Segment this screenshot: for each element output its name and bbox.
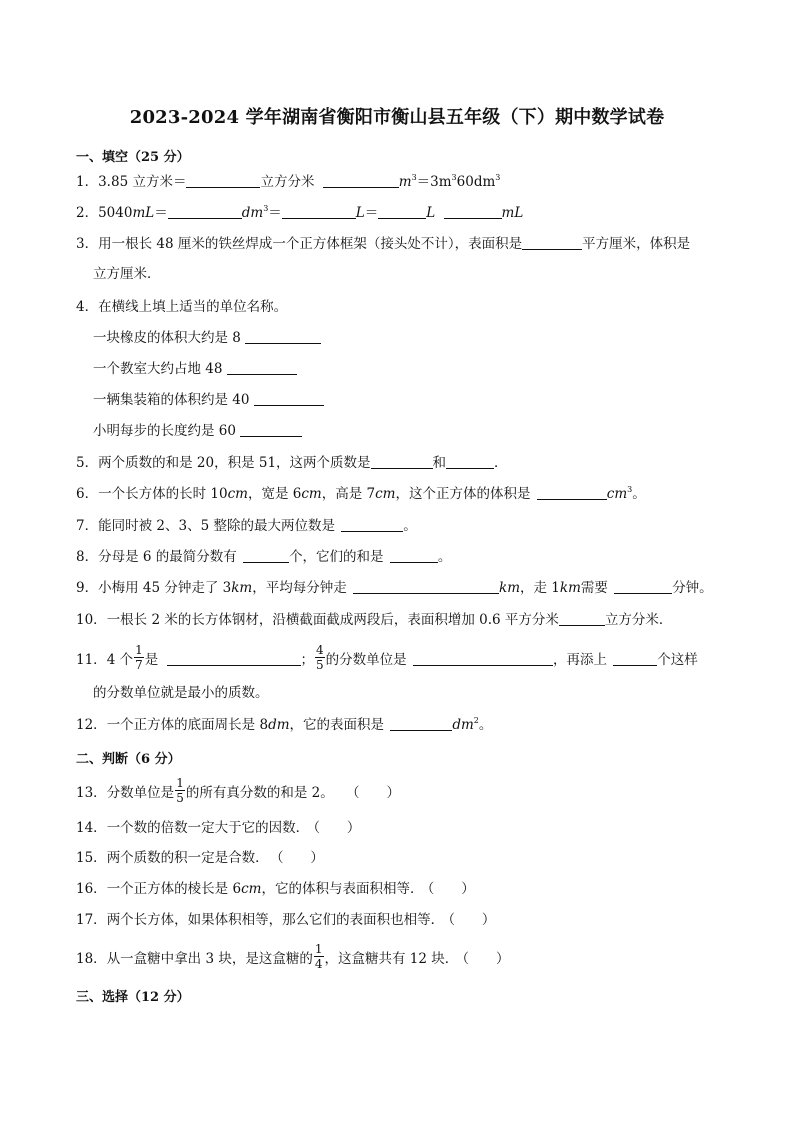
fraction-one-fifth: $\frac{1}{5}$ [176, 776, 184, 805]
answer-blank[interactable] [341, 517, 403, 532]
question-3-cont: 立方厘米． [93, 266, 161, 282]
judge-parentheses[interactable]: （ ） [462, 951, 510, 967]
question-8: 8．分母是 6 的最简分数有 个，它们的和是 。 [76, 549, 452, 565]
answer-blank[interactable] [390, 716, 452, 731]
question-9: 9．小梅用 45 分钟走了 3km，平均每分钟走 km，走 1km需要 分钟。 [76, 580, 713, 596]
answer-blank[interactable] [413, 651, 553, 666]
question-2: 2．$5040mL= dm^3= L= L$ mL [76, 204, 524, 221]
judge-parentheses[interactable]: （ ） [427, 881, 475, 897]
question-10: 10．一根长 2 米的长方体钢材，沿横截面截成两段后，表面积增加 0.6 平方分米 立方分米． [76, 612, 673, 628]
judge-parentheses[interactable]: （ ） [313, 820, 361, 836]
question-5: 5．两个质数的和是 20，积是 51，这两个质数是 和 ． [76, 455, 508, 471]
answer-blank[interactable] [227, 360, 297, 375]
question-12: 12．一个正方体的底面周长是 8dm，它的表面积是 $dm^2$。 [76, 716, 493, 733]
question-11: 11．4 个 $\frac{1}{7}$ 是 ； $\frac{4}{5}$ 的分数单位是 ，再添上 个这样 [76, 643, 698, 672]
answer-blank[interactable] [537, 485, 607, 500]
fraction-one-seventh: $\frac{1}{7}$ [135, 643, 143, 672]
answer-blank[interactable] [446, 454, 494, 469]
section-judge-heading: 二、判断（6 分） [76, 752, 181, 767]
answer-blank[interactable] [378, 204, 426, 219]
answer-blank[interactable] [240, 422, 302, 437]
question-14: 14．一个数的倍数一定大于它的因数． （ ） [76, 820, 361, 836]
exam-title: 2023-2024 学年湖南省衡阳市衡山县五年级（下）期中数学试卷 [129, 107, 665, 128]
answer-blank[interactable] [282, 204, 356, 219]
answer-blank[interactable] [353, 579, 499, 594]
question-11-cont: 的分数单位就是最小的质数。 [93, 685, 269, 701]
question-17: 17．两个长方体，如果体积相等，那么它们的表面积也相等． （ ） [76, 912, 496, 928]
section-fill-heading: 一、填空（25 分） [76, 150, 190, 165]
answer-blank[interactable] [323, 173, 399, 188]
question-4-item-4: 小明每步的长度约是 60 [93, 421, 302, 441]
answer-blank[interactable] [243, 548, 289, 563]
judge-parentheses[interactable]: （ ） [346, 785, 401, 801]
judge-parentheses[interactable]: （ ） [448, 912, 496, 928]
question-4-item-1: 一块橡皮的体积大约是 8 [93, 328, 321, 348]
answer-blank[interactable] [168, 204, 242, 219]
question-16: 16．一个正方体的棱长是 6cm，它的体积与表面积相等． （ ） [76, 881, 475, 897]
answer-blank[interactable] [254, 391, 324, 406]
question-3: 3．用一根长 48 厘米的铁丝焊成一个正方体框架（接头处不计），表面积是 平方厘米，体积是 [76, 236, 691, 252]
question-15: 15．两个质数的积一定是合数． （ ） [76, 850, 324, 866]
answer-blank[interactable] [371, 454, 433, 469]
answer-blank[interactable] [614, 579, 672, 594]
fraction-four-fifths: $\frac{4}{5}$ [316, 643, 324, 672]
answer-blank[interactable] [167, 651, 301, 666]
fraction-one-quarter: $\frac{1}{4}$ [314, 942, 323, 971]
question-4: 4．在横线上填上适当的单位名称。 [76, 299, 288, 315]
section-choice-heading: 三、选择（12 分） [76, 990, 190, 1005]
answer-blank[interactable] [390, 548, 438, 563]
judge-parentheses[interactable]: （ ） [276, 850, 324, 866]
answer-blank[interactable] [245, 329, 321, 344]
question-1: 1．3.85 立方米＝ 立方分米 $m^3=3m^360dm^3$ [76, 173, 501, 190]
answer-blank[interactable] [613, 651, 657, 666]
answer-blank[interactable] [186, 173, 260, 188]
question-4-item-2: 一个教室大约占地 48 [93, 359, 297, 379]
question-7: 7．能同时被 2、3、5 整除的最大两位数是 。 [76, 518, 417, 534]
question-18: 18．从一盒糖中拿出 3 块，是这盒糖的 $\frac{1}{4}$ ，这盒糖共有 12 块． （ ） [76, 942, 510, 971]
question-4-item-3: 一辆集装箱的体积约是 40 [93, 390, 324, 410]
question-6: 6．一个长方体的长时 10cm，宽是 6cm，高是 7cm，这个正方体的体积是 $cm^3$。 [76, 485, 646, 502]
question-13: 13．分数单位是 $\frac{1}{5}$ 的所有真分数的和是 2。 （ ） [76, 776, 401, 805]
answer-blank[interactable] [444, 204, 502, 219]
answer-blank[interactable] [522, 235, 582, 250]
answer-blank[interactable] [559, 611, 605, 626]
